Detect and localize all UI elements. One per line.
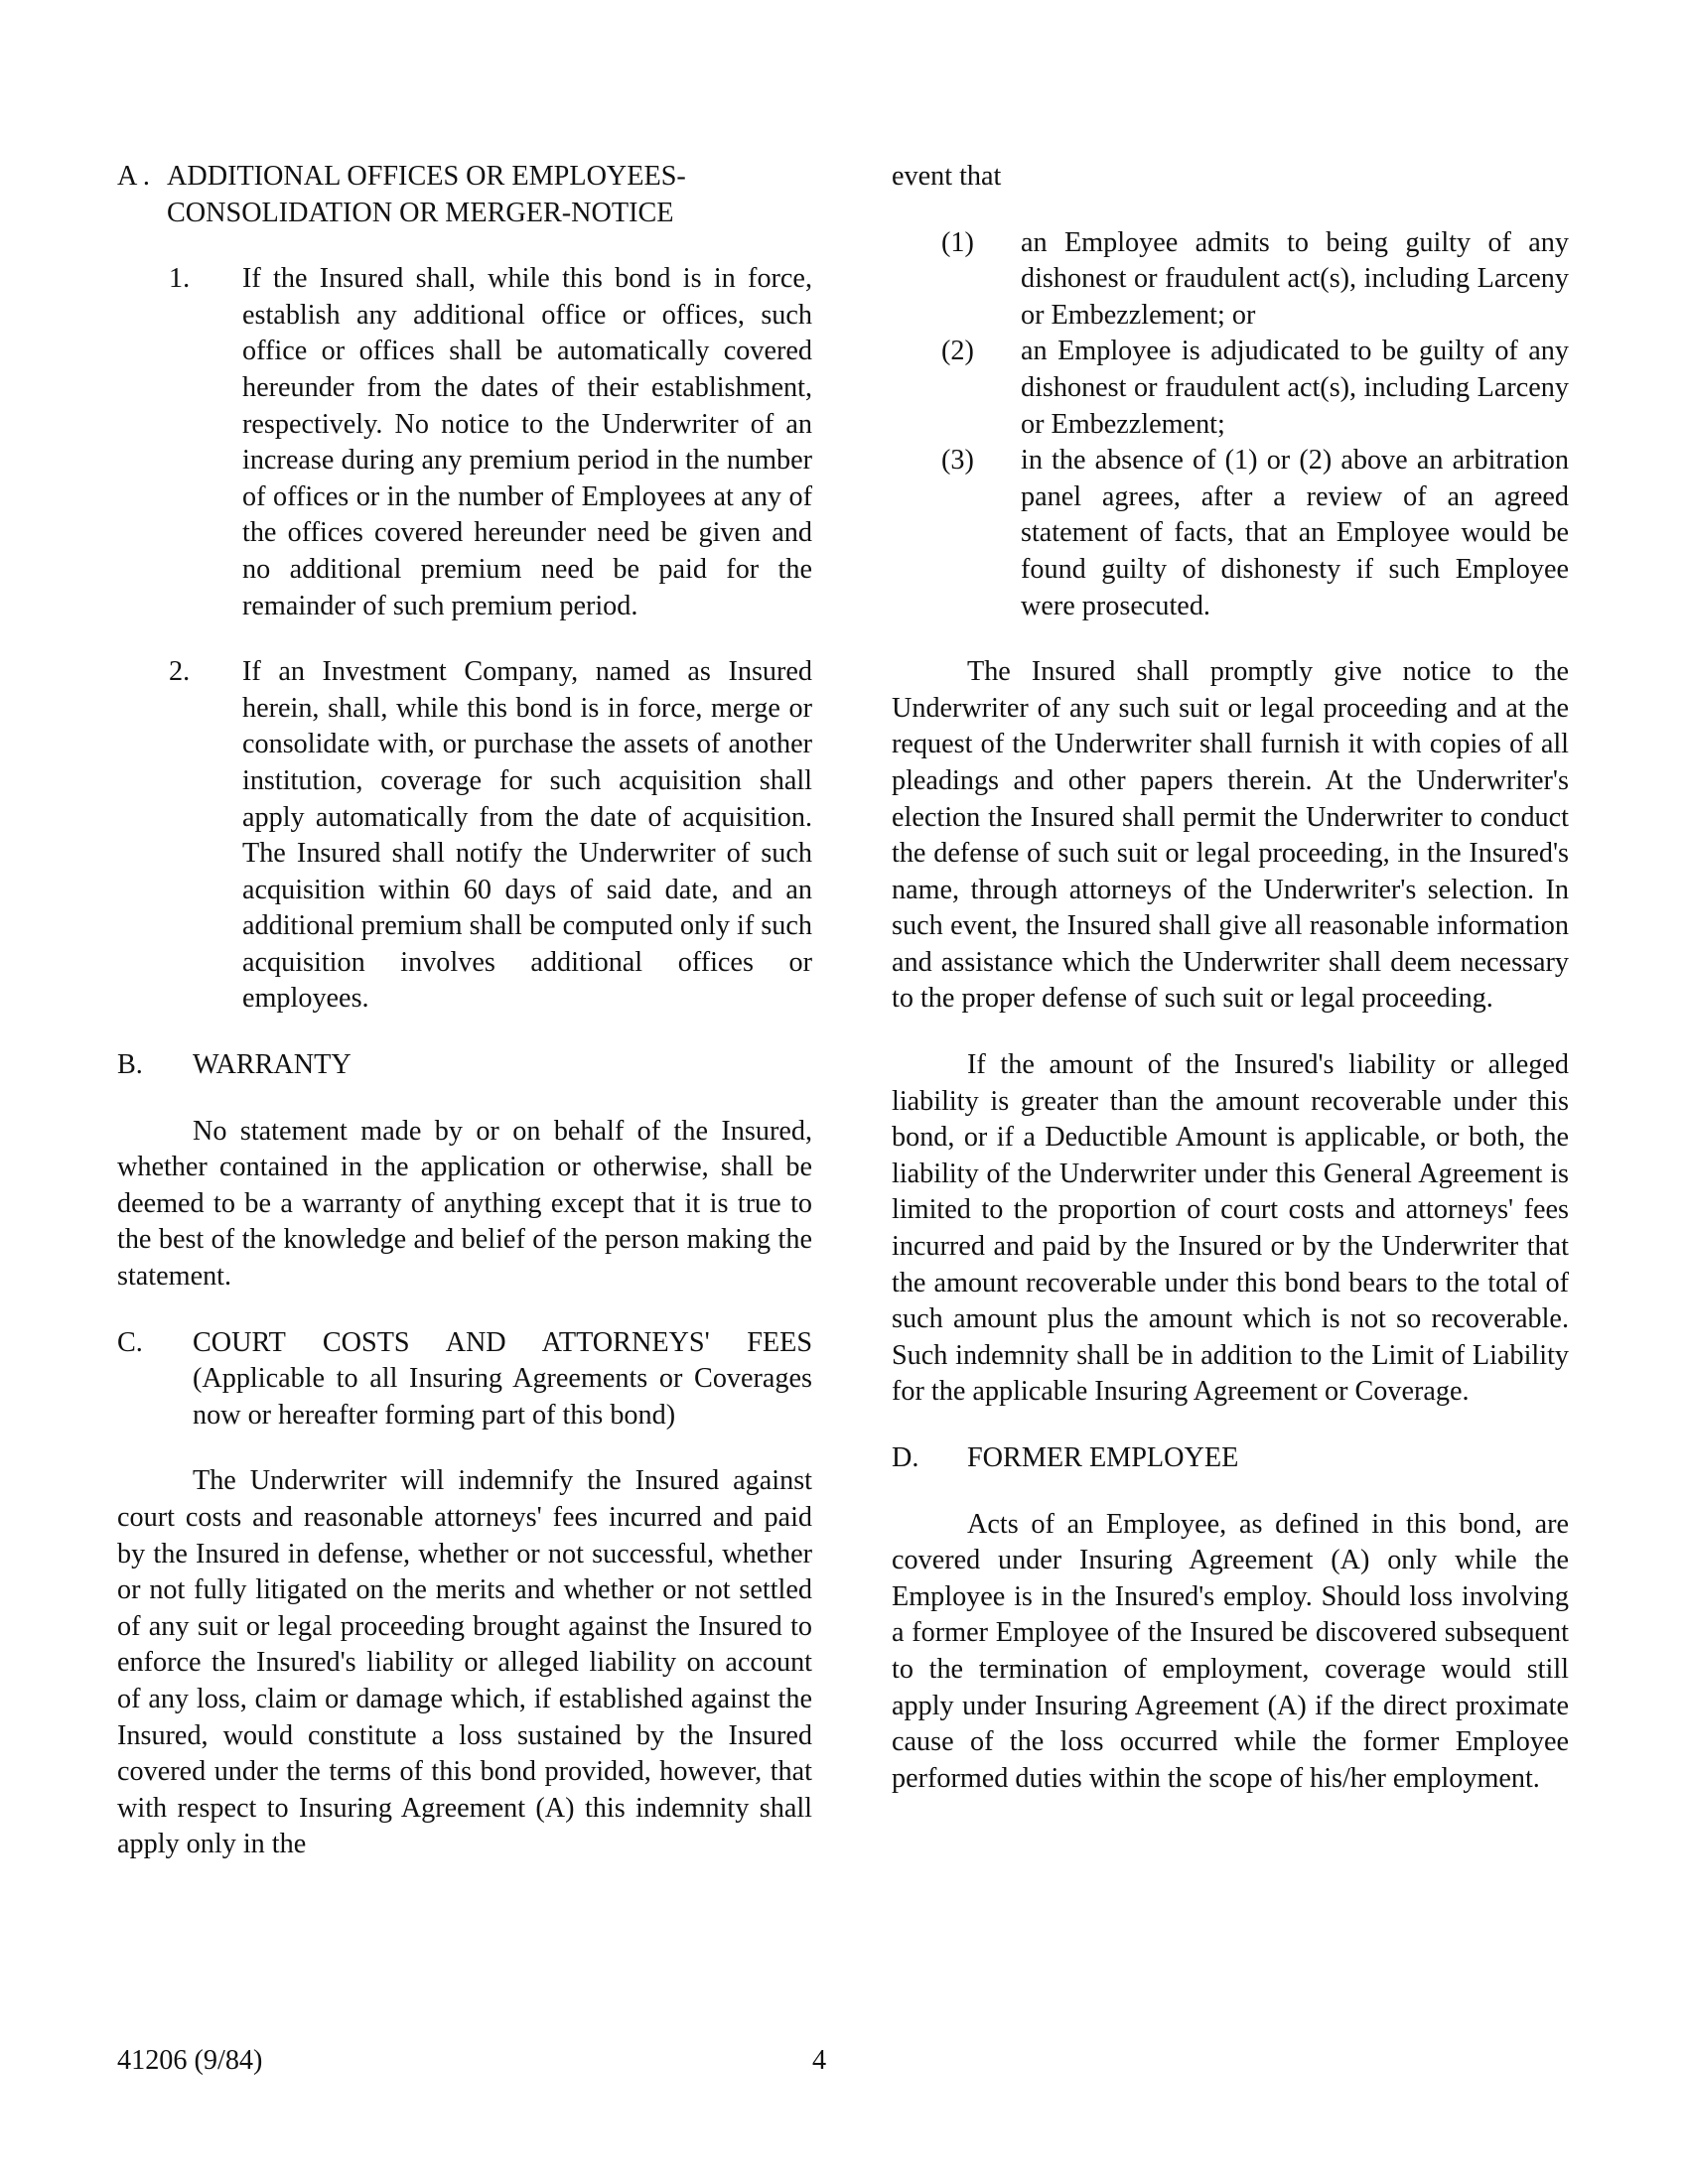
item-number: 1. — [169, 263, 191, 295]
condition-label: (1) — [941, 226, 974, 258]
section-b-title: WARRANTY — [193, 1049, 352, 1081]
condition-text: an Employee is adjudicated to be guilty of any dishonest or fraudulent act(s), including Larceny or Embezzlement; — [1021, 336, 1569, 440]
condition-text: in the absence of (1) or (2) above an arbitration panel agrees, after a review of an agreed statement of facts, that an Employee would be found guilty of dishonesty if such Employee were prosecuted. — [1021, 445, 1569, 621]
condition-text: an Employee admits to being guilty of any dishonest or fraudulent act(s), including Larceny or Embezzlement; or — [1021, 226, 1569, 331]
item-text: If an Investment Company, named as Insured herein, shall, while this bond is in force, merge or consolidate with, or purchase the assets of another institution, coverage for such acquisition shall apply automatically from the date of acquisition. The Insured shall notify the Underwriter of such acquisition within 60 days of said date, and an additional premium shall be computed only if such acquisition involves additional offices or employees. — [242, 656, 812, 1015]
item-number: 2. — [169, 656, 191, 688]
form-code: 41206 (9/84) — [117, 2045, 263, 2076]
condition-item-2 — [941, 334, 1569, 443]
section-a-item-1 — [169, 261, 812, 624]
continuation-text: event that — [892, 161, 1002, 192]
section-d-letter: D. — [892, 1442, 919, 1473]
left-column — [117, 159, 812, 1863]
page-number: 4 — [812, 2045, 827, 2076]
section-b-heading — [117, 1047, 812, 1084]
condition-item-1 — [941, 225, 1569, 335]
section-a-title: ADDITIONAL OFFICES OR EMPLOYEES-CONSOLIDATION OR MERGER-NOTICE — [167, 161, 686, 228]
section-b-letter: B. — [117, 1049, 143, 1081]
section-c-title: COURT COSTS AND ATTORNEYS' FEES (Applicable to all Insuring Agreements or Coverages now or hereafter forming part of this bond) — [193, 1326, 812, 1431]
condition-item-3 — [941, 443, 1569, 624]
section-d-body: Acts of an Employee, as defined in this bond, are covered under Insuring Agreement (A) only while the Employee is in the Insured's employ. Should loss involving a former Employee of the Insured be discovered subsequent to the termination of employment, coverage would still apply under Insuring Agreement (A) if the direct proximate cause of the loss occurred while the former Employee performed duties within the scope of his/her employment. — [892, 1508, 1569, 1794]
section-d-heading — [892, 1440, 1569, 1477]
item-text: If the Insured shall, while this bond is in force, establish any additional office or offices, such office or offices shall be automatically covered hereunder from the dates of their establishment, respectively. No notice to the Underwriter of an increase during any premium period in the number of offices or in the number of Employees at any of the offices covered hereunder need be given and no additional premium need be paid for the remainder of such premium period. — [242, 263, 812, 621]
notice-paragraph: The Insured shall promptly give notice to the Underwriter of any such suit or legal proceeding and at the request of the Underwriter shall furnish it with copies of all pleadings and other papers therein. At the Underwriter's election the Insured shall permit the Underwriter to conduct the defense of such suit or legal proceeding, in the Insured's name, through attorneys of the Underwriter's selection. In such event, the Insured shall give all reasonable information and assistance which the Underwriter shall deem necessary to the proper defense of such suit or legal proceeding. — [892, 656, 1569, 1015]
section-d-title: FORMER EMPLOYEE — [967, 1442, 1239, 1473]
section-a-letter: A . — [117, 161, 150, 192]
section-c-heading — [117, 1325, 812, 1434]
liability-paragraph: If the amount of the Insured's liability or alleged liability is greater than the amount recoverable under this bond, or if a Deductible Amount is applicable, or both, the liability of the Underwriter under this General Agreement is limited to the proportion of court costs and attorneys' fees incurred and paid by the Insured or by the Underwriter that the amount recoverable under this bond bears to the total of such amount plus the amount which is not so recoverable. Such indemnity shall be in addition to the Limit of Liability for the applicable Insuring Agreement or Coverage. — [892, 1049, 1569, 1408]
section-b-body: No statement made by or on behalf of the Insured, whether contained in the application or otherwise, shall be deemed to be a warranty of anything except that it is true to the best of the knowledge and belief of the person making the statement. — [117, 1115, 812, 1293]
section-a-item-2 — [169, 654, 812, 1018]
section-c-body: The Underwriter will indemnify the Insured against court costs and reasonable attorneys' fees incurred and paid by the Insured in defense, whether or not successful, whether or not fully litigated on the merits and whether or not settled of any suit or legal proceeding brought against the Insured to enforce the Insured's liability or alleged liability on account of any loss, claim or damage which, if established against the Insured, would constitute a loss sustained by the Insured covered under the terms of this bond provided, however, that with respect to Insuring Agreement (A) this indemnity shall apply only in the — [117, 1465, 812, 1860]
section-c-letter: C. — [117, 1326, 143, 1358]
condition-label: (2) — [941, 336, 974, 367]
section-a-heading — [117, 159, 812, 231]
right-column — [892, 159, 1569, 1797]
condition-label: (3) — [941, 445, 974, 477]
